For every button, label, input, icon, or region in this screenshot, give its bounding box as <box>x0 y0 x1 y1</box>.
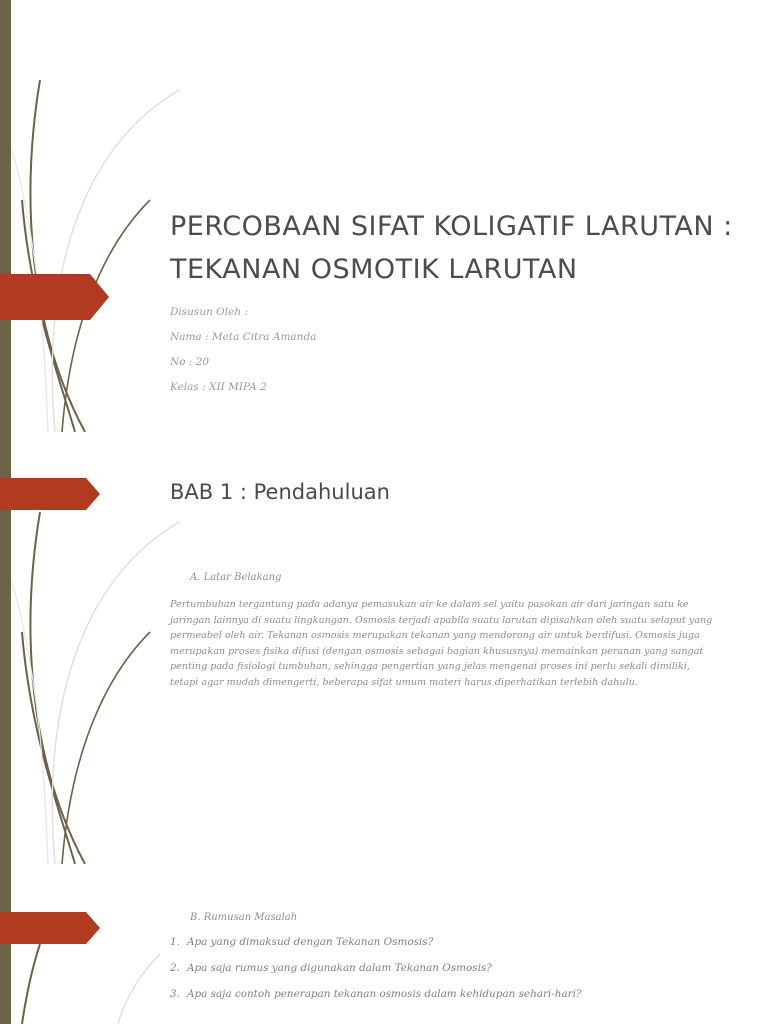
title-line-1: PERCOBAAN SIFAT KOLIGATIF LARUTAN : <box>170 211 733 242</box>
author-number: No : 20 <box>170 356 210 368</box>
list-text: Apa yang dimaksud dengan Tekanan Osmosis? <box>187 936 434 948</box>
background-paragraph: Pertumbuhan tergantung pada adanya pemasukan air ke dalam sel yaitu pasokan air dari jaringan satu ke jaringan lainnya di suatu lingkungan. Osmosis terjadi apabila suatu larutan dipisahkan oleh suatu selaput yang permeabel oleh air. Tekanan osmosis merupakan tekanan yang mendorong air untuk berdifusi. Osmosis juga merupakan proses fisika difusi (dengan osmosis sebagai bagian khususnya) memainkan peranan yang sangat penting pada fisiologi tumbuhan, sehingga pengertian yang jelas mengenai proses ini perlu sekali dimiliki, tetapi agar mudah dimengerti, beberapa sifat umum materi harus diperhatikan terlebih dahulu. <box>170 599 713 688</box>
section-subheading: A. Latar Belakang <box>190 572 282 583</box>
list-item <box>170 988 582 1014</box>
list-number: 2. <box>170 962 180 974</box>
question-list <box>170 936 582 1014</box>
section-subheading: B. Rumusan Masalah <box>190 912 298 923</box>
red-arrow-tab <box>0 478 100 510</box>
slide-problem-formulation <box>0 864 768 1024</box>
author-name: Nama : Meta Citra Amanda <box>170 331 317 343</box>
chapter-heading: BAB 1 : Pendahuluan <box>170 480 390 504</box>
list-text: Apa saja rumus yang digunakan dalam Tekanan Osmosis? <box>187 962 492 974</box>
author-class: Kelas : XII MIPA 2 <box>170 381 267 393</box>
red-arrow-tab <box>0 274 109 320</box>
list-number: 3. <box>170 988 180 1000</box>
list-item <box>170 962 582 988</box>
slide-title-heading <box>170 205 750 291</box>
title-line-2: TEKANAN OSMOTIK LARUTAN <box>170 254 578 285</box>
author-label: Disusun Oleh : <box>170 306 248 318</box>
list-text: Apa saja contoh penerapan tekanan osmosis dalam kehidupan sehari-hari? <box>187 988 582 1000</box>
red-arrow-tab <box>0 912 100 944</box>
slide-title <box>0 0 768 432</box>
list-number: 1. <box>170 936 180 948</box>
slide-introduction <box>0 432 768 864</box>
list-item <box>170 936 582 962</box>
